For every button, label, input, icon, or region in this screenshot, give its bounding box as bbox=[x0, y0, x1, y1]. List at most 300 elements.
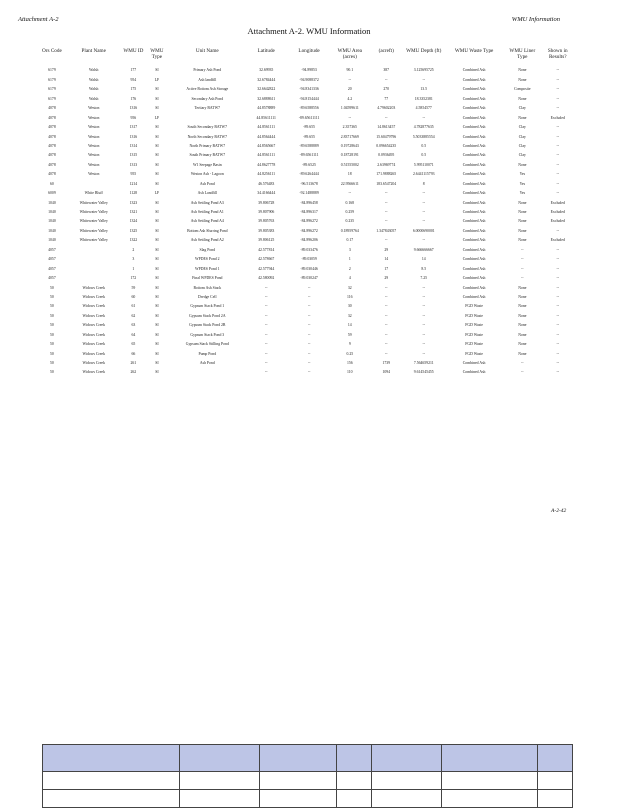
table-cell: SI bbox=[155, 106, 159, 111]
table-cell: -89.030446 bbox=[300, 266, 318, 271]
table-cell: -- bbox=[384, 238, 388, 243]
blank-cell bbox=[43, 745, 180, 772]
table-cell: Combined Ash bbox=[462, 68, 486, 73]
table-cell: -- bbox=[556, 266, 559, 271]
table-cell: Composite bbox=[514, 87, 531, 92]
table-cell: Combined Ash bbox=[462, 285, 486, 290]
table-cell: 4078 bbox=[48, 162, 56, 167]
table-cell: 39.806125 bbox=[258, 238, 275, 243]
table-row bbox=[38, 245, 576, 254]
table-cell: -- bbox=[556, 313, 559, 318]
table-cell: -- bbox=[384, 332, 388, 337]
table-cell: South Secondary BATW7 bbox=[187, 125, 227, 130]
page-title: Attachment A-2. WMU Information bbox=[247, 26, 371, 36]
table-row bbox=[38, 75, 576, 84]
table-cell: -89.655 bbox=[303, 134, 315, 139]
table-cell: 1315 bbox=[129, 153, 138, 158]
table-cell: SI bbox=[155, 247, 159, 252]
table-cell: 7.25 bbox=[420, 276, 428, 281]
table-cell: 5.995110071 bbox=[413, 162, 434, 167]
table-cell: 4078 bbox=[48, 106, 56, 111]
table-cell: 4057 bbox=[48, 276, 56, 281]
table-cell: 42.580092 bbox=[258, 276, 275, 281]
table-cell: -- bbox=[264, 304, 268, 309]
table-cell: Whitewater Valley bbox=[79, 228, 108, 233]
table-cell bbox=[66, 255, 122, 264]
table-cell: SI bbox=[155, 342, 159, 347]
table-cell: -- bbox=[521, 361, 524, 366]
table-cell: WPDES Pond 2 bbox=[195, 257, 220, 262]
table-row bbox=[38, 359, 576, 368]
table-cell: 1313 bbox=[129, 162, 138, 167]
table-cell: None bbox=[518, 210, 527, 215]
table-cell: 110 bbox=[347, 370, 353, 375]
table-cell: Walsh bbox=[89, 68, 99, 73]
table-cell: Weston bbox=[88, 134, 100, 139]
table-cell: 18 bbox=[347, 172, 352, 177]
table-cell: 0.25 bbox=[346, 351, 354, 356]
table-cell: 4057 bbox=[48, 257, 56, 262]
table-cell: -- bbox=[264, 323, 268, 328]
table-cell: White Bluff bbox=[84, 191, 103, 196]
table-cell: None bbox=[518, 162, 527, 167]
table-cell: SI bbox=[155, 181, 159, 186]
table-cell: 0.096654235 bbox=[376, 143, 397, 148]
table-cell: SI bbox=[155, 172, 159, 177]
table-cell: 59 bbox=[347, 332, 352, 337]
table-cell: SI bbox=[155, 361, 159, 366]
table-cell: -- bbox=[521, 370, 524, 375]
table-cell: Combined Ash bbox=[462, 172, 486, 177]
table-cell: 955 bbox=[130, 172, 137, 177]
table-cell: Clay bbox=[518, 125, 526, 130]
table-cell: 14 bbox=[347, 323, 352, 328]
table-cell: 39.807906 bbox=[258, 210, 275, 215]
table-row bbox=[38, 311, 576, 320]
table-cell: 65 bbox=[131, 342, 136, 347]
table-cell: 90.1 bbox=[346, 68, 354, 73]
table-cell: Combined Ash bbox=[462, 294, 486, 299]
table-cell: 44.8564444 bbox=[257, 134, 276, 139]
table-cell: 4078 bbox=[48, 115, 56, 120]
table-cell: -- bbox=[556, 351, 559, 356]
table-cell bbox=[66, 274, 122, 283]
table-cell: None bbox=[518, 304, 527, 309]
table-cell: Combined Ash bbox=[462, 257, 486, 262]
table-cell: 42.577814 bbox=[258, 247, 275, 252]
table-row bbox=[38, 349, 576, 358]
table-cell: 9.614545455 bbox=[413, 370, 434, 375]
table-cell: SI bbox=[155, 134, 159, 139]
table-row bbox=[38, 208, 576, 217]
table-cell: 15.60479796 bbox=[376, 134, 397, 139]
table-body bbox=[38, 66, 576, 377]
table-row bbox=[38, 132, 576, 141]
table-cell: -- bbox=[556, 294, 559, 299]
table-cell: 0.51555002 bbox=[340, 162, 359, 167]
table-cell: 14 bbox=[421, 257, 426, 262]
table-cell: -- bbox=[264, 332, 268, 337]
table-cell: -- bbox=[384, 115, 388, 120]
table-cell: 64 bbox=[131, 332, 136, 337]
table-cell: -- bbox=[307, 342, 311, 347]
table-cell: Bottom Ash Slurring Pond bbox=[187, 228, 228, 233]
table-cell: Final WPDES Pond bbox=[192, 276, 223, 281]
table-cell: 3 bbox=[132, 257, 135, 262]
table-cell: -- bbox=[556, 77, 559, 82]
column-header: Unit Name bbox=[195, 48, 219, 54]
table-cell: Combined Ash bbox=[462, 106, 486, 111]
table-cell: South Primary BATW7 bbox=[189, 153, 226, 158]
table-cell: 9.666666667 bbox=[413, 247, 434, 252]
table-cell: -- bbox=[384, 210, 388, 215]
table-cell: 6179 bbox=[48, 77, 56, 82]
table-cell: Combined Ash bbox=[462, 191, 486, 196]
table-cell: -- bbox=[556, 87, 559, 92]
table-cell: Combined Ash bbox=[462, 181, 486, 186]
table-cell: Combined Ash bbox=[462, 143, 486, 148]
table-cell: 6.0000690001 bbox=[412, 228, 435, 233]
table-cell: None bbox=[518, 96, 527, 101]
table-cell: -- bbox=[556, 228, 559, 233]
table-cell: 156 bbox=[346, 361, 353, 366]
table-cell: 0.19728643 bbox=[340, 143, 359, 148]
table-cell: 60 bbox=[131, 294, 136, 299]
table-cell: SI bbox=[155, 219, 159, 224]
table-cell: 50 bbox=[50, 332, 54, 337]
column-header: WMU Area (acres) bbox=[337, 48, 362, 60]
table-cell: 7.564659211 bbox=[413, 361, 434, 366]
table-cell: 44.8627778 bbox=[257, 162, 276, 167]
table-cell: 1040 bbox=[48, 210, 56, 215]
table-cell: 1317 bbox=[129, 125, 138, 130]
table-cell: 4057 bbox=[48, 266, 56, 271]
table-cell: 1040 bbox=[48, 200, 56, 205]
column-header: Plant Name bbox=[81, 48, 106, 54]
table-row bbox=[38, 330, 576, 339]
table-cell: Pump Pond bbox=[198, 351, 217, 356]
table-cell: 1214 bbox=[129, 181, 138, 186]
table-cell: -- bbox=[521, 266, 524, 271]
table-cell: 0.18959764 bbox=[340, 228, 359, 233]
table-cell: Combined Ash bbox=[462, 276, 486, 281]
table-row bbox=[38, 236, 576, 245]
table-cell: Combined Ash bbox=[462, 200, 486, 205]
table-cell: 5.5033885554 bbox=[412, 134, 435, 139]
table-cell: Widows Creek bbox=[82, 313, 105, 318]
table-cell: 39.806728 bbox=[258, 200, 275, 205]
table-cell: 44.8565667 bbox=[257, 143, 276, 148]
column-header: WMU ID bbox=[123, 48, 144, 54]
table-cell: Tertiary BATW7 bbox=[194, 106, 221, 111]
table-cell: -- bbox=[422, 342, 425, 347]
table-cell: 0.17 bbox=[346, 238, 354, 243]
table-cell: -89.6525 bbox=[302, 162, 316, 167]
table-cell: Weston bbox=[88, 106, 100, 111]
table-cell: Widows Creek bbox=[82, 323, 105, 328]
table-cell: WPDES Pond 1 bbox=[195, 266, 220, 271]
table-row bbox=[38, 368, 576, 377]
table-cell: 50 bbox=[50, 351, 54, 356]
table-cell: -- bbox=[264, 370, 268, 375]
table-cell: 4057 bbox=[48, 247, 56, 252]
table-cell: 2.83717669 bbox=[340, 134, 359, 139]
table-cell: 50 bbox=[50, 294, 54, 299]
table-cell: 4078 bbox=[48, 153, 56, 158]
table-row bbox=[38, 302, 576, 311]
table-cell: 6009 bbox=[48, 191, 56, 196]
table-row bbox=[38, 151, 576, 160]
table-cell: Gypsum Stack Stilling Pond bbox=[185, 342, 229, 347]
table-cell: -84.896317 bbox=[300, 210, 318, 215]
table-cell: Combined Ash bbox=[462, 162, 486, 167]
blank-form-table bbox=[42, 744, 573, 808]
table-cell: North Primary BATW7 bbox=[189, 143, 226, 148]
table-cell: North Secondary BATW7 bbox=[187, 134, 227, 139]
table-cell: -- bbox=[307, 304, 311, 309]
table-cell: Combined Ash bbox=[462, 153, 486, 158]
table-cell: Clay bbox=[518, 153, 526, 158]
table-cell: 6179 bbox=[48, 87, 56, 92]
table-cell: -84.896272 bbox=[300, 228, 318, 233]
wmu-table bbox=[38, 48, 576, 377]
table-cell: SI bbox=[155, 276, 159, 281]
table-cell: Bottom Ash Stack bbox=[193, 285, 222, 290]
table-cell: Dredge Cell bbox=[198, 294, 217, 299]
table-cell: Widows Creek bbox=[82, 370, 105, 375]
table-cell: 1324 bbox=[129, 219, 138, 224]
table-cell: 50 bbox=[50, 285, 54, 290]
table-cell: Weston bbox=[88, 143, 100, 148]
blank-cell bbox=[442, 790, 538, 808]
table-cell: Combined Ash bbox=[462, 87, 486, 92]
table-cell: SI bbox=[155, 238, 159, 243]
table-cell: Primary Ash Pond bbox=[193, 68, 222, 73]
table-cell: -94.89853 bbox=[301, 68, 317, 73]
table-row bbox=[38, 104, 576, 113]
table-cell: -- bbox=[384, 77, 388, 82]
table-cell: -- bbox=[556, 153, 559, 158]
table-cell: -- bbox=[556, 370, 559, 375]
column-header: Latitude bbox=[257, 48, 275, 54]
table-cell: Ash Settling Pond A2 bbox=[190, 238, 224, 243]
blank-cell bbox=[372, 772, 442, 790]
table-row bbox=[38, 85, 576, 94]
table-cell: -- bbox=[556, 361, 559, 366]
table-cell: -- bbox=[307, 294, 311, 299]
table-cell: -- bbox=[348, 191, 352, 196]
table-cell: -- bbox=[556, 342, 559, 347]
table-cell: Gypsum Stack Pond 3 bbox=[190, 332, 225, 337]
table-cell: -- bbox=[422, 238, 425, 243]
blank-cell bbox=[43, 790, 180, 808]
table-cell: 8 bbox=[422, 181, 425, 186]
table-cell: 261 bbox=[130, 361, 137, 366]
table-cell: 32.6888611 bbox=[257, 96, 276, 101]
table-cell: Whitewater Valley bbox=[79, 238, 108, 243]
table-cell: -- bbox=[556, 276, 559, 281]
table-cell: 46.576483 bbox=[258, 181, 275, 186]
table-cell: SI bbox=[155, 200, 159, 205]
table-cell: 1314 bbox=[129, 143, 138, 148]
table-cell: -- bbox=[422, 323, 425, 328]
table-cell: Excluded bbox=[550, 115, 565, 120]
table-cell: -- bbox=[422, 313, 425, 318]
blank-cell bbox=[372, 745, 442, 772]
table-cell: Active Bottom Ash Storage bbox=[186, 87, 229, 92]
table-cell: -- bbox=[556, 106, 559, 111]
blank-cell bbox=[372, 790, 442, 808]
table-header-row bbox=[38, 48, 576, 66]
table-cell: 4078 bbox=[48, 172, 56, 177]
table-cell: 2.357365 bbox=[342, 125, 357, 130]
table-cell: -- bbox=[556, 332, 559, 337]
table-cell: 0.259 bbox=[345, 210, 355, 215]
table-cell: Weston bbox=[88, 125, 100, 130]
table-cell: 262 bbox=[130, 370, 137, 375]
table-cell: 954 bbox=[130, 77, 137, 82]
table-cell: 6179 bbox=[48, 68, 56, 73]
table-cell: SI bbox=[155, 125, 159, 130]
table-cell: 2 bbox=[132, 247, 135, 252]
running-header-right: WMU Information bbox=[511, 16, 560, 23]
table-cell: 14.8613457 bbox=[377, 125, 396, 130]
table-cell: 4.5854577 bbox=[415, 106, 432, 111]
table-row bbox=[38, 94, 576, 103]
table-cell: -- bbox=[384, 191, 388, 196]
table-cell: -- bbox=[264, 294, 268, 299]
blank-cell bbox=[538, 772, 573, 790]
table-cell: -- bbox=[422, 200, 425, 205]
table-cell: 44.8256111 bbox=[257, 172, 276, 177]
table-cell: 77 bbox=[384, 96, 389, 101]
table-cell: -- bbox=[422, 294, 425, 299]
table-cell: 32 bbox=[347, 313, 352, 318]
table-cell: Secondary Ash Pond bbox=[191, 96, 224, 101]
table-row bbox=[38, 66, 576, 75]
table-cell: 44.85611111 bbox=[256, 115, 276, 120]
table-cell: Combined Ash bbox=[462, 115, 486, 120]
table-cell: LF bbox=[154, 77, 160, 82]
table-cell: 42.577944 bbox=[258, 266, 275, 271]
table-cell: 14 bbox=[384, 257, 389, 262]
table-row bbox=[38, 321, 576, 330]
column-header: Longitude bbox=[298, 48, 320, 54]
table-cell: FGD Waste bbox=[465, 304, 483, 309]
table-cell: 1316 bbox=[129, 134, 138, 139]
table-cell: 4.79602203 bbox=[377, 106, 396, 111]
table-cell: -- bbox=[348, 115, 352, 120]
table-cell: -89.03059 bbox=[301, 257, 317, 262]
table-cell: -- bbox=[348, 77, 352, 82]
table-cell: -- bbox=[422, 77, 425, 82]
table-cell: Excluded bbox=[550, 210, 565, 215]
table-cell: Walsh bbox=[89, 77, 99, 82]
table-cell: 1321 bbox=[129, 210, 138, 215]
table-cell: -- bbox=[384, 294, 388, 299]
table-cell: FGD Waste bbox=[465, 351, 483, 356]
table-cell: 4078 bbox=[48, 134, 56, 139]
blank-cell bbox=[538, 745, 573, 772]
table-cell: Gypsum Stack Pond 2A bbox=[188, 313, 226, 318]
table-cell: -- bbox=[556, 162, 559, 167]
table-row bbox=[38, 217, 576, 226]
table-cell: None bbox=[518, 351, 527, 356]
table-cell: 175 bbox=[130, 87, 137, 92]
table-row bbox=[38, 274, 576, 283]
table-cell: -- bbox=[556, 181, 559, 186]
blank-cell bbox=[180, 772, 260, 790]
table-cell: -- bbox=[422, 332, 425, 337]
table-cell: -- bbox=[307, 332, 311, 337]
table-cell: Combined Ash bbox=[462, 247, 486, 252]
blank-cell bbox=[260, 772, 337, 790]
table-cell: 1040 bbox=[48, 228, 56, 233]
table-cell: Gypsum Stack Pond 1 bbox=[190, 304, 225, 309]
table-cell: -- bbox=[422, 115, 425, 120]
table-cell: 32 bbox=[347, 285, 352, 290]
table-cell: 50 bbox=[50, 323, 54, 328]
table-cell: 171.9888265 bbox=[376, 172, 397, 177]
table-cell: -- bbox=[422, 210, 425, 215]
table-cell: None bbox=[518, 294, 527, 299]
table-cell: -- bbox=[556, 96, 559, 101]
table-cell: 3.125695725 bbox=[413, 68, 434, 73]
table-cell: -- bbox=[556, 323, 559, 328]
running-header-left: Attachment A-2 bbox=[18, 16, 59, 23]
table-cell: 39.805383 bbox=[258, 228, 275, 233]
table-cell: 0.0936495 bbox=[378, 153, 395, 158]
blank-cell bbox=[260, 745, 337, 772]
table-cell: Widows Creek bbox=[82, 351, 105, 356]
table-cell: 3 bbox=[348, 247, 351, 252]
table-cell: -- bbox=[264, 313, 268, 318]
table-cell: 4 bbox=[348, 276, 351, 281]
table-cell: Weston bbox=[88, 172, 100, 177]
table-cell: Weston bbox=[88, 153, 100, 158]
table-cell: None bbox=[518, 219, 527, 224]
table-cell: -- bbox=[307, 361, 311, 366]
table-cell: SI bbox=[155, 332, 159, 337]
table-cell: -- bbox=[556, 257, 559, 262]
table-cell: -- bbox=[556, 304, 559, 309]
table-cell: Whitewater Valley bbox=[79, 200, 108, 205]
table-cell: -89.655 bbox=[303, 125, 315, 130]
table-cell: -- bbox=[422, 304, 425, 309]
table-cell: None bbox=[518, 228, 527, 233]
blank-cell bbox=[337, 790, 372, 808]
table-cell: 1040 bbox=[48, 219, 56, 224]
blank-cell bbox=[538, 790, 573, 808]
table-cell: 4078 bbox=[48, 143, 56, 148]
table-row bbox=[38, 160, 576, 169]
table-cell: 29 bbox=[384, 276, 389, 281]
table-cell: SI bbox=[155, 351, 159, 356]
table-cell: 2.6441115793 bbox=[412, 172, 435, 177]
table-cell: -- bbox=[556, 125, 559, 130]
table-cell: -- bbox=[556, 247, 559, 252]
table-cell: SI bbox=[155, 257, 159, 262]
table-cell: Slag Pond bbox=[199, 247, 216, 252]
table-cell: -- bbox=[556, 134, 559, 139]
table-cell: 1040 bbox=[48, 238, 56, 243]
table-cell: 0.235 bbox=[345, 219, 355, 224]
table-cell: -94.9088372 bbox=[299, 77, 319, 82]
table-cell: None bbox=[518, 77, 527, 82]
table-cell: 177 bbox=[130, 68, 137, 73]
table-cell: SI bbox=[155, 323, 159, 328]
table-cell: LF bbox=[154, 191, 160, 196]
